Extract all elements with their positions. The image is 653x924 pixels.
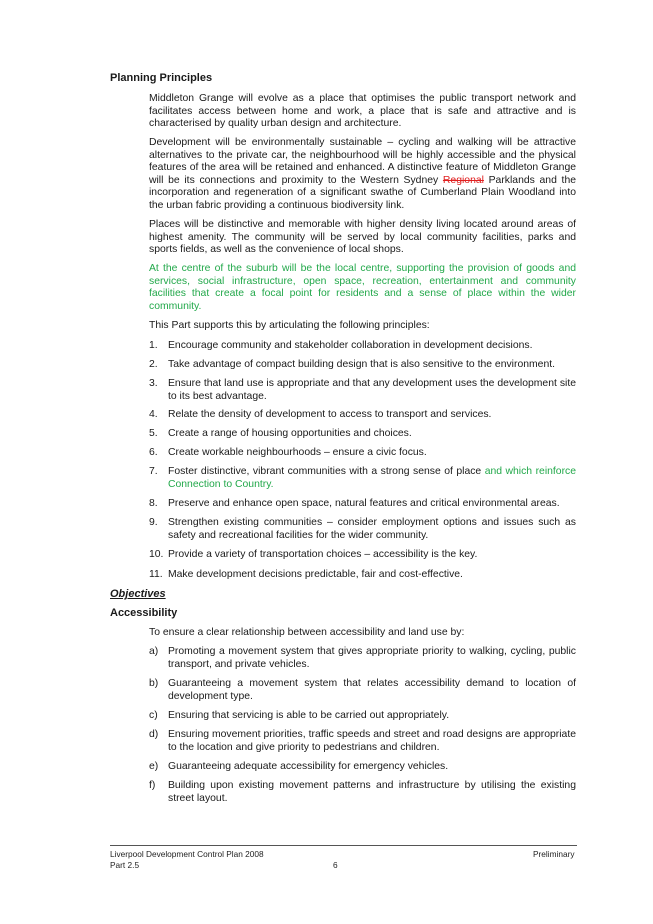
list-letter: a) <box>149 646 159 657</box>
heading-planning-principles: Planning Principles <box>110 72 213 84</box>
list-letter: c) <box>149 710 158 721</box>
paragraph-intro: Middleton Grange will evolve as a place that optimises the public transport network and facilitates access between home and work, a place that is safe and attractive and is characterised by quality urban design and architecture. <box>149 93 576 130</box>
list-text: Provide a variety of transportation choices – accessibility is the key. <box>168 549 478 560</box>
list-item <box>149 466 576 491</box>
list-text: Encourage community and stakeholder collaboration in development decisions. <box>168 340 533 351</box>
list-number: 10. <box>149 549 164 560</box>
list-text: Ensuring movement priorities, traffic speeds and street and road designs are appropriate to the location and give priority to pedestrians and children. <box>168 729 576 753</box>
list-number: 4. <box>149 409 158 420</box>
list-number: 2. <box>149 359 158 370</box>
list-text: Take advantage of compact building design that is also sensitive to the environment. <box>168 359 555 370</box>
struck-word-regional: Regional <box>442 174 484 186</box>
list-number: 1. <box>149 340 158 351</box>
list-item <box>149 340 576 353</box>
list-number: 8. <box>149 498 158 509</box>
list-text-addition: and which reinforce Connection to Country. <box>168 466 577 490</box>
list-text: Create workable neighbourhoods – ensure a civic focus. <box>168 447 427 458</box>
list-number: 9. <box>149 517 158 528</box>
heading-accessibility: Accessibility <box>110 607 178 619</box>
list-item <box>149 549 576 562</box>
list-letter: f) <box>149 780 156 791</box>
footer-doc-title: Liverpool Development Control Plan 2008 <box>110 849 264 859</box>
list-item <box>149 447 576 460</box>
list-number: 7. <box>149 466 158 477</box>
list-number: 5. <box>149 428 158 439</box>
paragraph-sustainability <box>149 137 576 213</box>
list-item <box>149 378 576 403</box>
list-item <box>149 498 576 511</box>
paragraph-places: Places will be distinctive and memorable with higher density living located around areas of highest amenity. The community will be served by local community facilities, parks and sports fields, as well as the convenience of local shops. <box>149 219 576 256</box>
list-item <box>149 517 576 542</box>
list-text-with-addition <box>168 466 576 491</box>
list-text: Ensure that land use is appropriate and that any development uses the development site to its best advantage. <box>168 378 576 402</box>
list-text: Make development decisions predictable, fair and cost-effective. <box>168 569 463 580</box>
list-text: Ensuring that servicing is able to be carried out appropriately. <box>168 710 450 721</box>
list-item <box>149 729 576 754</box>
list-text: Guaranteeing adequate accessibility for emergency vehicles. <box>168 761 449 772</box>
list-text: Relate the density of development to access to transport and services. <box>168 409 492 420</box>
list-text: Promoting a movement system that gives appropriate priority to walking, cycling, public transport, and private vehicles. <box>168 646 576 670</box>
footer-divider <box>110 845 577 846</box>
list-number: 3. <box>149 378 158 389</box>
list-item <box>149 409 576 422</box>
list-letter: b) <box>149 678 159 689</box>
list-text: Create a range of housing opportunities and choices. <box>168 428 412 439</box>
list-item <box>149 359 576 372</box>
list-text: Preserve and enhance open space, natural features and critical environmental areas. <box>168 498 560 509</box>
footer-status: Preliminary <box>533 849 575 859</box>
list-item <box>149 646 576 671</box>
list-number: 11. <box>149 569 163 580</box>
list-item <box>149 428 576 441</box>
list-text: Building upon existing movement patterns and infrastructure by utilising the existing street layout. <box>168 780 576 804</box>
paragraph-accessibility-intro: To ensure a clear relationship between accessibility and land use by: <box>149 627 465 638</box>
heading-objectives: Objectives <box>110 588 166 600</box>
list-item <box>149 761 576 774</box>
list-item <box>149 710 576 723</box>
footer-part: Part 2.5 <box>110 860 140 870</box>
list-text: Strengthen existing communities – consider employment options and issues such as safety and recreational facilities for the wider community. <box>168 517 576 541</box>
paragraph-principles-intro: This Part supports this by articulating the following principles: <box>149 320 430 331</box>
list-text: Foster distinctive, vibrant communities with a strong sense of place <box>168 466 485 477</box>
list-letter: d) <box>149 729 159 740</box>
paragraph-sustainability-text-a: Development will be environmentally sustainable – cycling and walking will be attractive alternatives to the private car, the neighbourhood will be highly accessible and the physical features of the area will be retained and enhanced. A distinctive feature of Middleton Grange will be its connections and proximity to the Western Sydney <box>149 137 576 186</box>
list-text: Guaranteeing a movement system that relates accessibility demand to location of development type. <box>168 678 576 702</box>
list-item <box>149 780 576 805</box>
list-letter: e) <box>149 761 159 772</box>
list-item <box>149 678 576 703</box>
list-item <box>149 569 576 582</box>
footer-page-number: 6 <box>333 860 338 870</box>
list-number: 6. <box>149 447 158 458</box>
paragraph-local-centre: At the centre of the suburb will be the local centre, supporting the provision of goods and services, social infrastructure, open space, recreation, entertainment and community facilities that create a focal point for residents and a sense of place within the wider community. <box>149 263 576 312</box>
paragraph-sustainability-text-b: Parklands and the incorporation and regeneration of a significant swathe of Cumberland Plain Woodland into the urban fabric providing a continuous biodiversity link. <box>149 174 576 211</box>
